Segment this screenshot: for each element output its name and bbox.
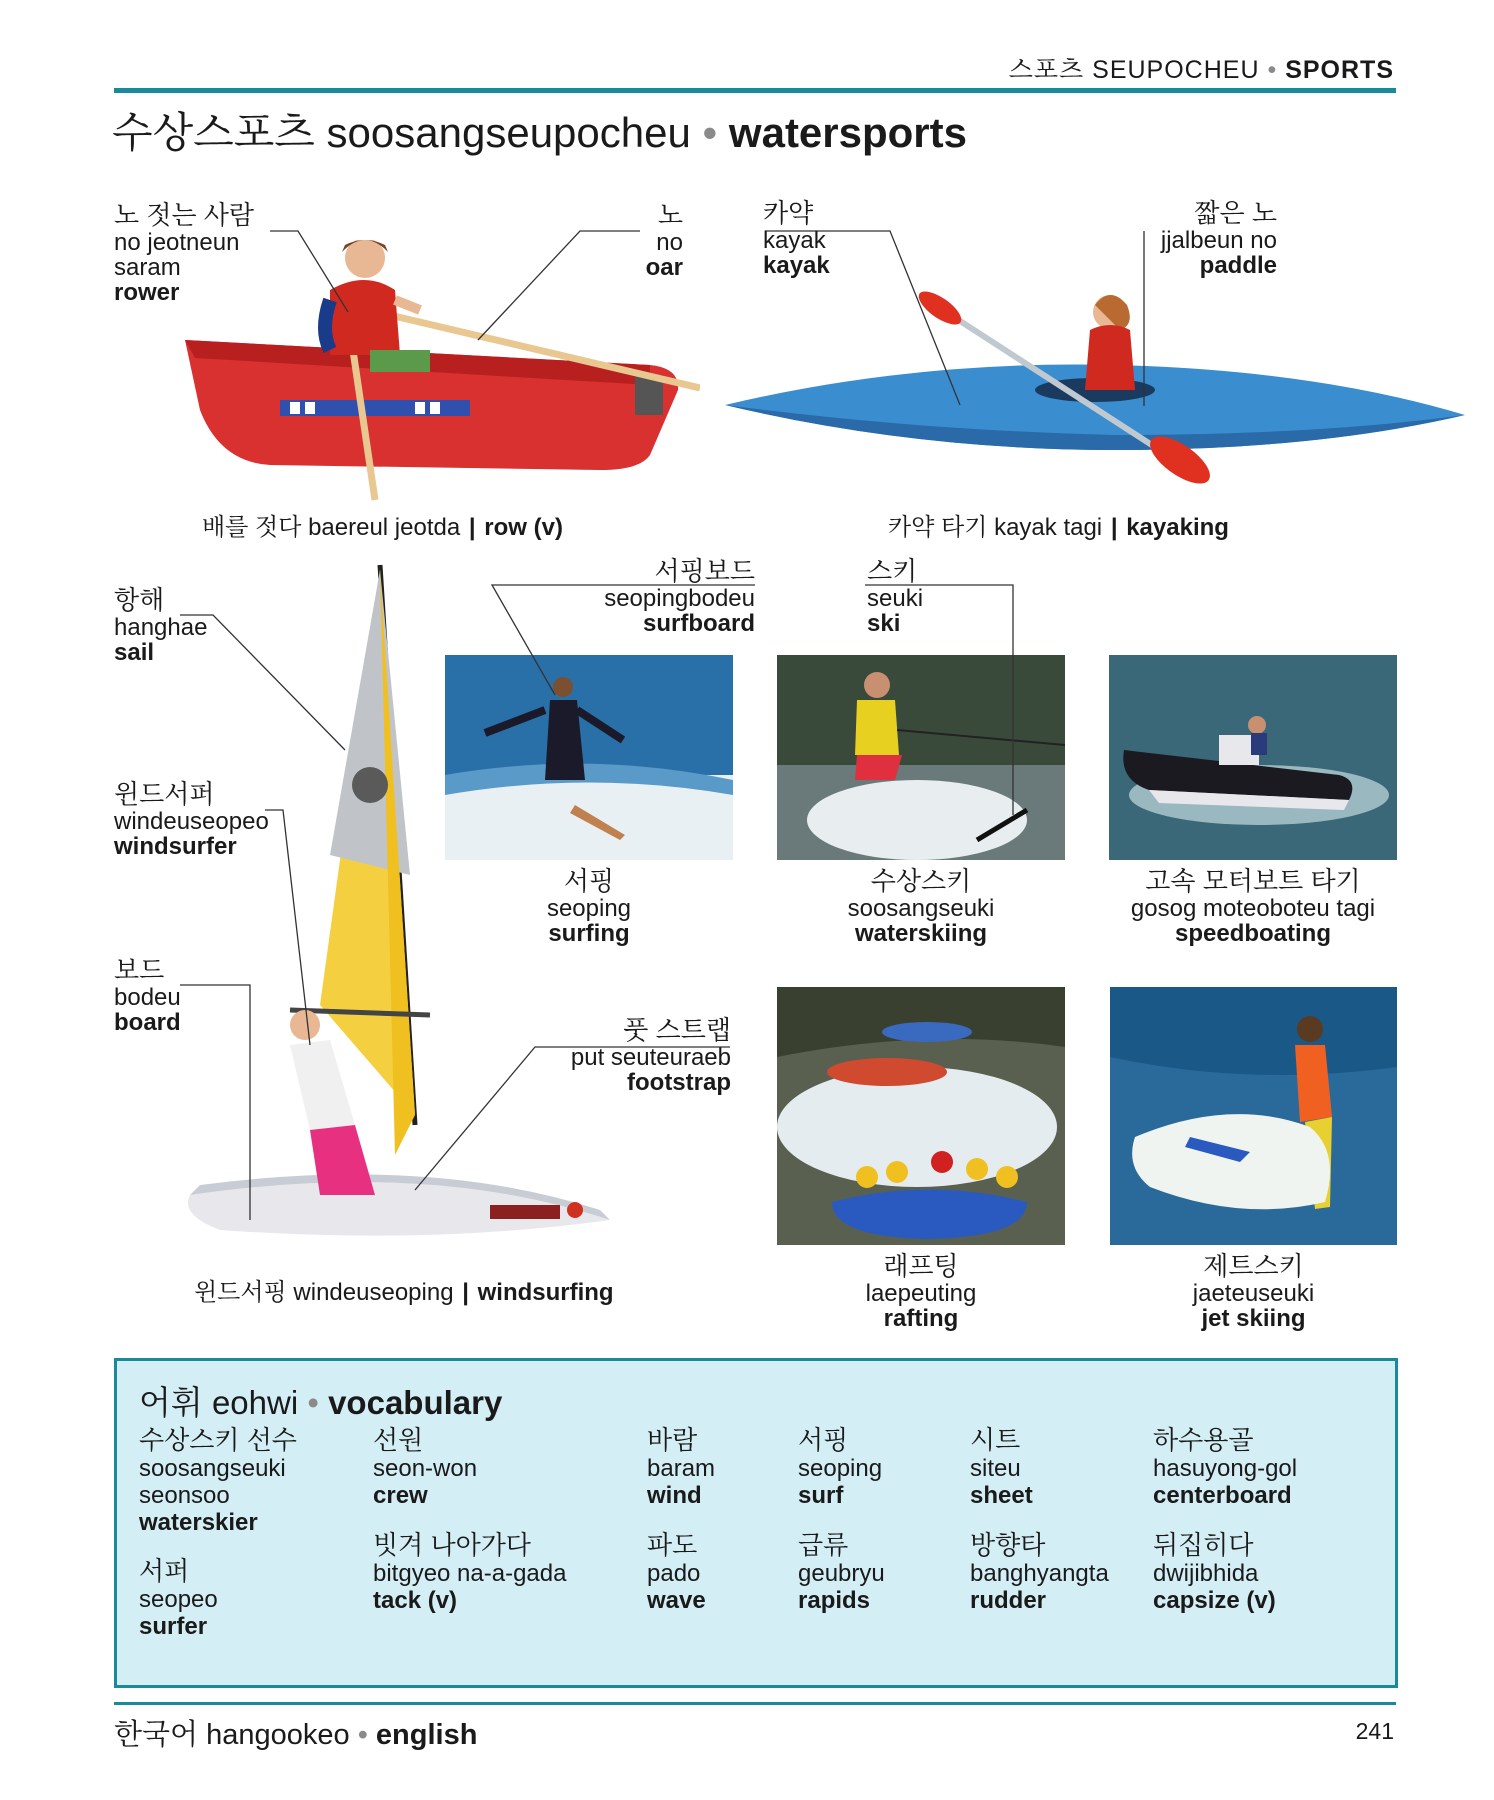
label-rower (114, 200, 254, 305)
caption-surfing-rom: seoping (546, 895, 632, 922)
vocab-rom: dwijibhida (1153, 1560, 1259, 1587)
vocab-entry (647, 1425, 715, 1509)
caption-rafting-en: rafting (883, 1305, 959, 1332)
caption-row (202, 507, 563, 542)
vocabulary-title-en: vocabulary (328, 1384, 503, 1421)
vocab-rom: seonsoo (139, 1482, 230, 1509)
vocab-ko: 급류 (798, 1530, 849, 1560)
vocab-rom: bitgyeo na-a-gada (373, 1560, 567, 1587)
vocab-en: crew (373, 1482, 428, 1509)
title-en: watersports (728, 109, 967, 156)
vocab-en: wave (647, 1587, 706, 1614)
label-surfboard-rom: seopingbodeu (604, 585, 755, 612)
label-sail-ko: 항해 (114, 585, 165, 615)
label-paddle-ko: 짧은 노 (1194, 198, 1277, 228)
label-ski-en: ski (867, 610, 901, 637)
vocab-rom: seoping (798, 1455, 883, 1482)
caption-jetskiing-en: jet skiing (1201, 1305, 1306, 1332)
vocab-ko: 수상스키 선수 (139, 1425, 297, 1455)
caption-kayaking-rom: kayak tagi (994, 514, 1103, 541)
footer-language (114, 1712, 477, 1753)
vocab-en: surfer (139, 1613, 208, 1640)
vocab-entry (970, 1530, 1109, 1614)
vocab-ko: 파도 (647, 1530, 698, 1560)
label-sail (114, 585, 207, 665)
vocab-entry (139, 1556, 218, 1640)
vocab-rom: hasuyong-gol (1153, 1455, 1298, 1482)
vocab-ko: 방향타 (970, 1530, 1046, 1560)
caption-rafting-ko: 래프팅 (883, 1251, 959, 1281)
caption-speedboating-rom: gosog moteoboteu tagi (1130, 895, 1376, 922)
label-windsurfer-ko: 윈드서퍼 (114, 779, 215, 809)
caption-waterskiing-en: waterskiing (854, 920, 988, 947)
label-rower-rom2: saram (114, 254, 181, 281)
vocab-rom: siteu (970, 1455, 1021, 1482)
label-oar-rom: no (656, 229, 683, 256)
vocab-en: centerboard (1153, 1482, 1292, 1509)
label-footstrap-en: footstrap (627, 1069, 731, 1096)
vocab-en: sheet (970, 1482, 1033, 1509)
caption-surfing-en: surfing (548, 920, 630, 947)
label-kayak-rom: kayak (763, 227, 826, 254)
bullet-icon: • (307, 1384, 319, 1421)
header-section-ko: 스포츠 (1008, 56, 1085, 84)
vocab-en: tack (v) (373, 1587, 458, 1614)
vocab-rom: geubryu (798, 1560, 885, 1587)
vocabulary-title-ko: 어휘 (139, 1384, 203, 1421)
footer-en: english (375, 1719, 478, 1751)
caption-windsurfing-ko: 윈드서핑 (194, 1279, 287, 1306)
vocab-ko: 선원 (373, 1425, 424, 1455)
vocab-entry (373, 1530, 566, 1614)
header-section-en: SPORTS (1285, 56, 1394, 84)
vocab-en: capsize (v) (1153, 1587, 1276, 1614)
caption-speedboating-en: speedboating (1174, 920, 1331, 947)
label-rower-ko: 노 젓는 사람 (114, 200, 255, 230)
label-sail-rom: hanghae (114, 614, 208, 641)
header-section-rom: SEUPOCHEU (1092, 56, 1260, 84)
caption-waterskiing-rom: soosangseuki (847, 895, 995, 922)
label-paddle (1161, 198, 1277, 278)
caption-windsurfing-rom: windeuseoping (293, 1279, 454, 1306)
caption-waterskiing (777, 866, 1065, 946)
caption-kayaking-en: kayaking (1126, 514, 1229, 541)
caption-row-en: row (v) (484, 514, 563, 541)
vocabulary-title (139, 1377, 502, 1424)
caption-windsurfing-en: windsurfing (477, 1279, 614, 1306)
footer-rule (114, 1702, 1396, 1705)
label-rower-en: rower (114, 279, 180, 306)
caption-kayaking-ko: 카약 타기 (888, 514, 988, 541)
page-number: 241 (1355, 1718, 1394, 1744)
vocab-rom: seopeo (139, 1586, 218, 1613)
label-ski (867, 556, 923, 636)
label-oar (646, 200, 683, 280)
label-kayak (763, 198, 830, 278)
vocab-rom: pado (647, 1560, 701, 1587)
caption-row-ko: 배를 젓다 (202, 514, 302, 541)
caption-row-rom: baereul jeotda (308, 514, 461, 541)
label-surfboard-ko: 서핑보드 (654, 556, 755, 586)
vocab-entry (1153, 1425, 1297, 1509)
label-paddle-rom: jjalbeun no (1160, 227, 1277, 254)
bullet-icon: • (1267, 56, 1278, 84)
footer-ko: 한국어 (114, 1719, 199, 1751)
vocab-ko: 바람 (647, 1425, 698, 1455)
caption-rafting-rom: laepeuting (865, 1280, 977, 1307)
vocab-ko: 서핑 (798, 1425, 849, 1455)
vocab-entry (798, 1530, 885, 1614)
label-kayak-en: kayak (763, 252, 830, 279)
label-board-rom: bodeu (114, 984, 181, 1011)
label-board-ko: 보드 (114, 955, 165, 985)
vocab-entry (139, 1425, 297, 1536)
caption-waterskiing-ko: 수상스키 (870, 866, 972, 896)
label-windsurfer-en: windsurfer (114, 833, 237, 860)
label-footstrap-rom: put seuteuraeb (570, 1044, 731, 1071)
label-sail-en: sail (114, 639, 155, 666)
divider-bar: | (1110, 514, 1118, 541)
footer-rom: hangookeo (206, 1719, 350, 1751)
vocab-ko: 서퍼 (139, 1556, 190, 1586)
divider-bar: | (468, 514, 476, 541)
label-ski-ko: 스키 (867, 556, 918, 586)
label-footstrap (571, 1015, 731, 1095)
vocab-en: rapids (798, 1587, 871, 1614)
label-paddle-en: paddle (1199, 252, 1277, 279)
vocab-ko: 뒤집히다 (1153, 1530, 1254, 1560)
label-oar-en: oar (645, 254, 683, 281)
vocab-rom: banghyangta (970, 1560, 1109, 1587)
label-ski-rom: seuki (867, 585, 924, 612)
caption-rafting (777, 1251, 1065, 1331)
vocab-ko: 하수용골 (1153, 1425, 1254, 1455)
vocab-entry (373, 1425, 477, 1509)
title-ko: 수상스포츠 (112, 109, 315, 156)
label-kayak-ko: 카약 (763, 198, 814, 228)
label-windsurfer-rom: windeuseopeo (114, 808, 269, 835)
vocab-en: rudder (970, 1587, 1047, 1614)
vocab-en: wind (647, 1482, 702, 1509)
vocab-rom: soosangseuki (139, 1455, 286, 1482)
caption-surfing (445, 866, 733, 946)
label-windsurfer (114, 779, 269, 859)
caption-jetskiing (1110, 1251, 1397, 1331)
vocab-en: waterskier (139, 1509, 258, 1536)
caption-jetskiing-ko: 제트스키 (1203, 1251, 1304, 1281)
caption-jetskiing-rom: jaeteuseuki (1192, 1280, 1315, 1307)
label-board-en: board (114, 1009, 181, 1036)
caption-speedboating-ko: 고속 모터보트 타기 (1145, 866, 1361, 896)
label-board (114, 955, 181, 1035)
vocab-entry (1153, 1530, 1276, 1614)
label-surfboard-en: surfboard (642, 610, 755, 637)
label-footstrap-ko: 풋 스트랩 (623, 1015, 731, 1045)
bullet-icon: • (702, 109, 718, 156)
vocab-entry (970, 1425, 1033, 1509)
vocabulary-title-rom: eohwi (211, 1384, 299, 1421)
label-rower-rom1: no jeotneun (114, 229, 240, 256)
vocab-en: surf (798, 1482, 844, 1509)
vocab-rom: seon-won (373, 1455, 478, 1482)
vocab-entry (647, 1530, 706, 1614)
vocab-ko: 빗겨 나아가다 (373, 1530, 531, 1560)
caption-windsurfing (194, 1272, 614, 1307)
title-rom: soosangseupocheu (326, 109, 691, 156)
vocab-rom: baram (647, 1455, 716, 1482)
caption-speedboating (1109, 866, 1397, 946)
bullet-icon: • (357, 1719, 368, 1751)
vocab-ko: 시트 (970, 1425, 1021, 1455)
caption-kayaking (888, 507, 1229, 542)
divider-bar: | (462, 1279, 469, 1306)
vocab-entry (798, 1425, 882, 1509)
label-oar-ko: 노 (657, 200, 683, 230)
label-surfboard (604, 556, 755, 636)
vocabulary-box (114, 1358, 1398, 1688)
caption-surfing-ko: 서핑 (563, 866, 615, 896)
